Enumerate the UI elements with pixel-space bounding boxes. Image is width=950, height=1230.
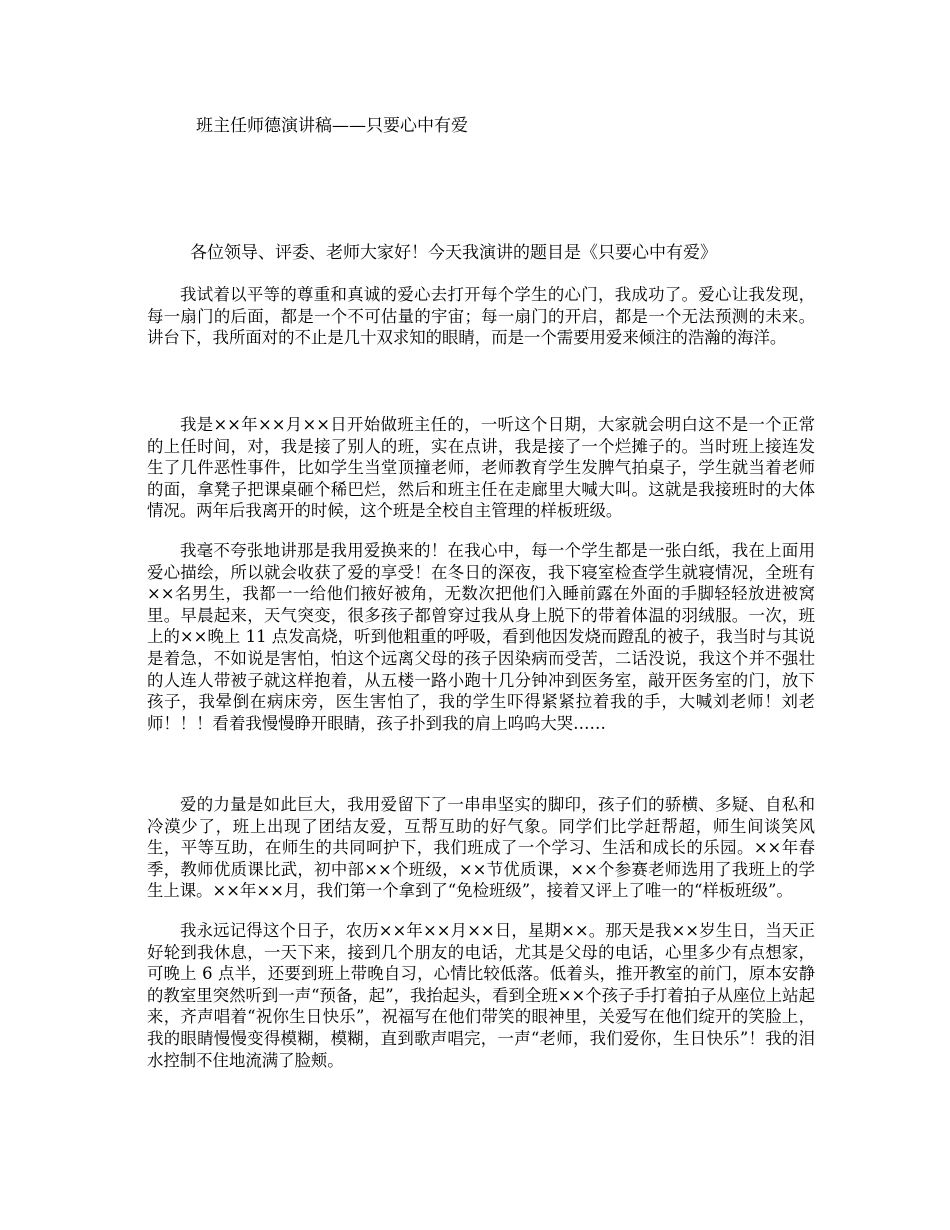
paragraph-1: 我试着以平等的尊重和真诚的爱心去打开每个学生的心门，我成功了。爱心让我发现，每一扇门的后面，都是一个不可估量的宇宙；每一扇门的开启，都是一个无法预测的未来。讲台下，我所面对的不止是几十双求知的眼睛，而是一个需要用爱来倾注的浩瀚的海洋。 — [147, 285, 815, 348]
paragraph-3: 我毫不夸张地讲那是我用爱换来的！在我心中，每一个学生都是一张白纸，我在上面用爱心描绘，所以就会收获了爱的享受！在冬日的深夜，我下寝室检查学生就寝情况，全班有××名男生，我都一一给他们掖好被角，无数次把他们入睡前露在外面的手脚轻轻放进被窝里。早晨起来，天气突变，很多孩子都曾穿过我从身上脱下的带着体温的羽绒服。一次，班上的××晚上 11 点发高烧，听到他粗重的呼吸，看到他因发烧而蹬乱的被子，我当时与其说是着急，不如说是害怕，怕这个远离父母的孩子因染病而受苦，二话没说，我这个并不强壮的人连人带被子就这样抱着，从五楼一路小跑十几分钟冲到医务室，敲开医务室的门，放下孩子，我晕倒在病床旁，医生害怕了，我的学生吓得紧紧拉着我的手，大喊刘老师！刘老师！！！看着我慢慢睁开眼睛，孩子扑到我的肩上呜呜大哭…… — [147, 541, 815, 733]
speech-greeting: 各位领导、评委、老师大家好！今天我演讲的题目是《只要心中有爱》 — [190, 243, 717, 263]
document-title: 班主任师德演讲稿——只要心中有爱 — [196, 116, 468, 136]
paragraph-5: 我永远记得这个日子，农历××年××月××日，星期××。那天是我××岁生日，当天正好轮到我休息，一天下来，接到几个朋友的电话，尤其是父母的电话，心里多少有点想家，可晚上 6 点半，还要到班上带晚自习，心情比较低落。低着头，推开教室的前门，原本安静的教室里突然听到一声“预备，起”，我抬起头，看到全班××个孩子手打着拍子从座位上站起来，齐声唱着“祝你生日快乐”，祝福写在他们带笑的眼神里，关爱写在他们绽开的笑脸上，我的眼睛慢慢变得模糊，模糊，直到歌声唱完，一声“老师，我们爱你，生日快乐”！我的泪水控制不住地流满了脸颊。 — [147, 921, 815, 1070]
paragraph-2: 我是××年××月××日开始做班主任的，一听这个日期，大家就会明白这不是一个正常的上任时间，对，我是接了别人的班，实在点讲，我是接了一个烂摊子的。当时班上接连发生了几件恶性事件，比如学生当堂顶撞老师，老师教育学生发脾气拍桌子，学生就当着老师的面，拿凳子把课桌砸个稀巴烂，然后和班主任在走廊里大喊大叫。这就是我接班时的大体情况。两年后我离开的时候，这个班是全校自主管理的样板班级。 — [147, 415, 815, 521]
paragraph-4: 爱的力量是如此巨大，我用爱留下了一串串坚实的脚印，孩子们的骄横、多疑、自私和冷漠少了，班上出现了团结友爱，互帮互助的好气象。同学们比学赶帮超，师生间谈笑风生，平等互助，在师生的共同呵护下，我们班成了一个学习、生活和成长的乐园。××年春季，教师优质课比武，初中部××个班级，××节优质课，××个参赛老师选用了我班上的学生上课。××年××月，我们第一个拿到了“免检班级”，接着又评上了唯一的“样板班级”。 — [147, 795, 815, 901]
